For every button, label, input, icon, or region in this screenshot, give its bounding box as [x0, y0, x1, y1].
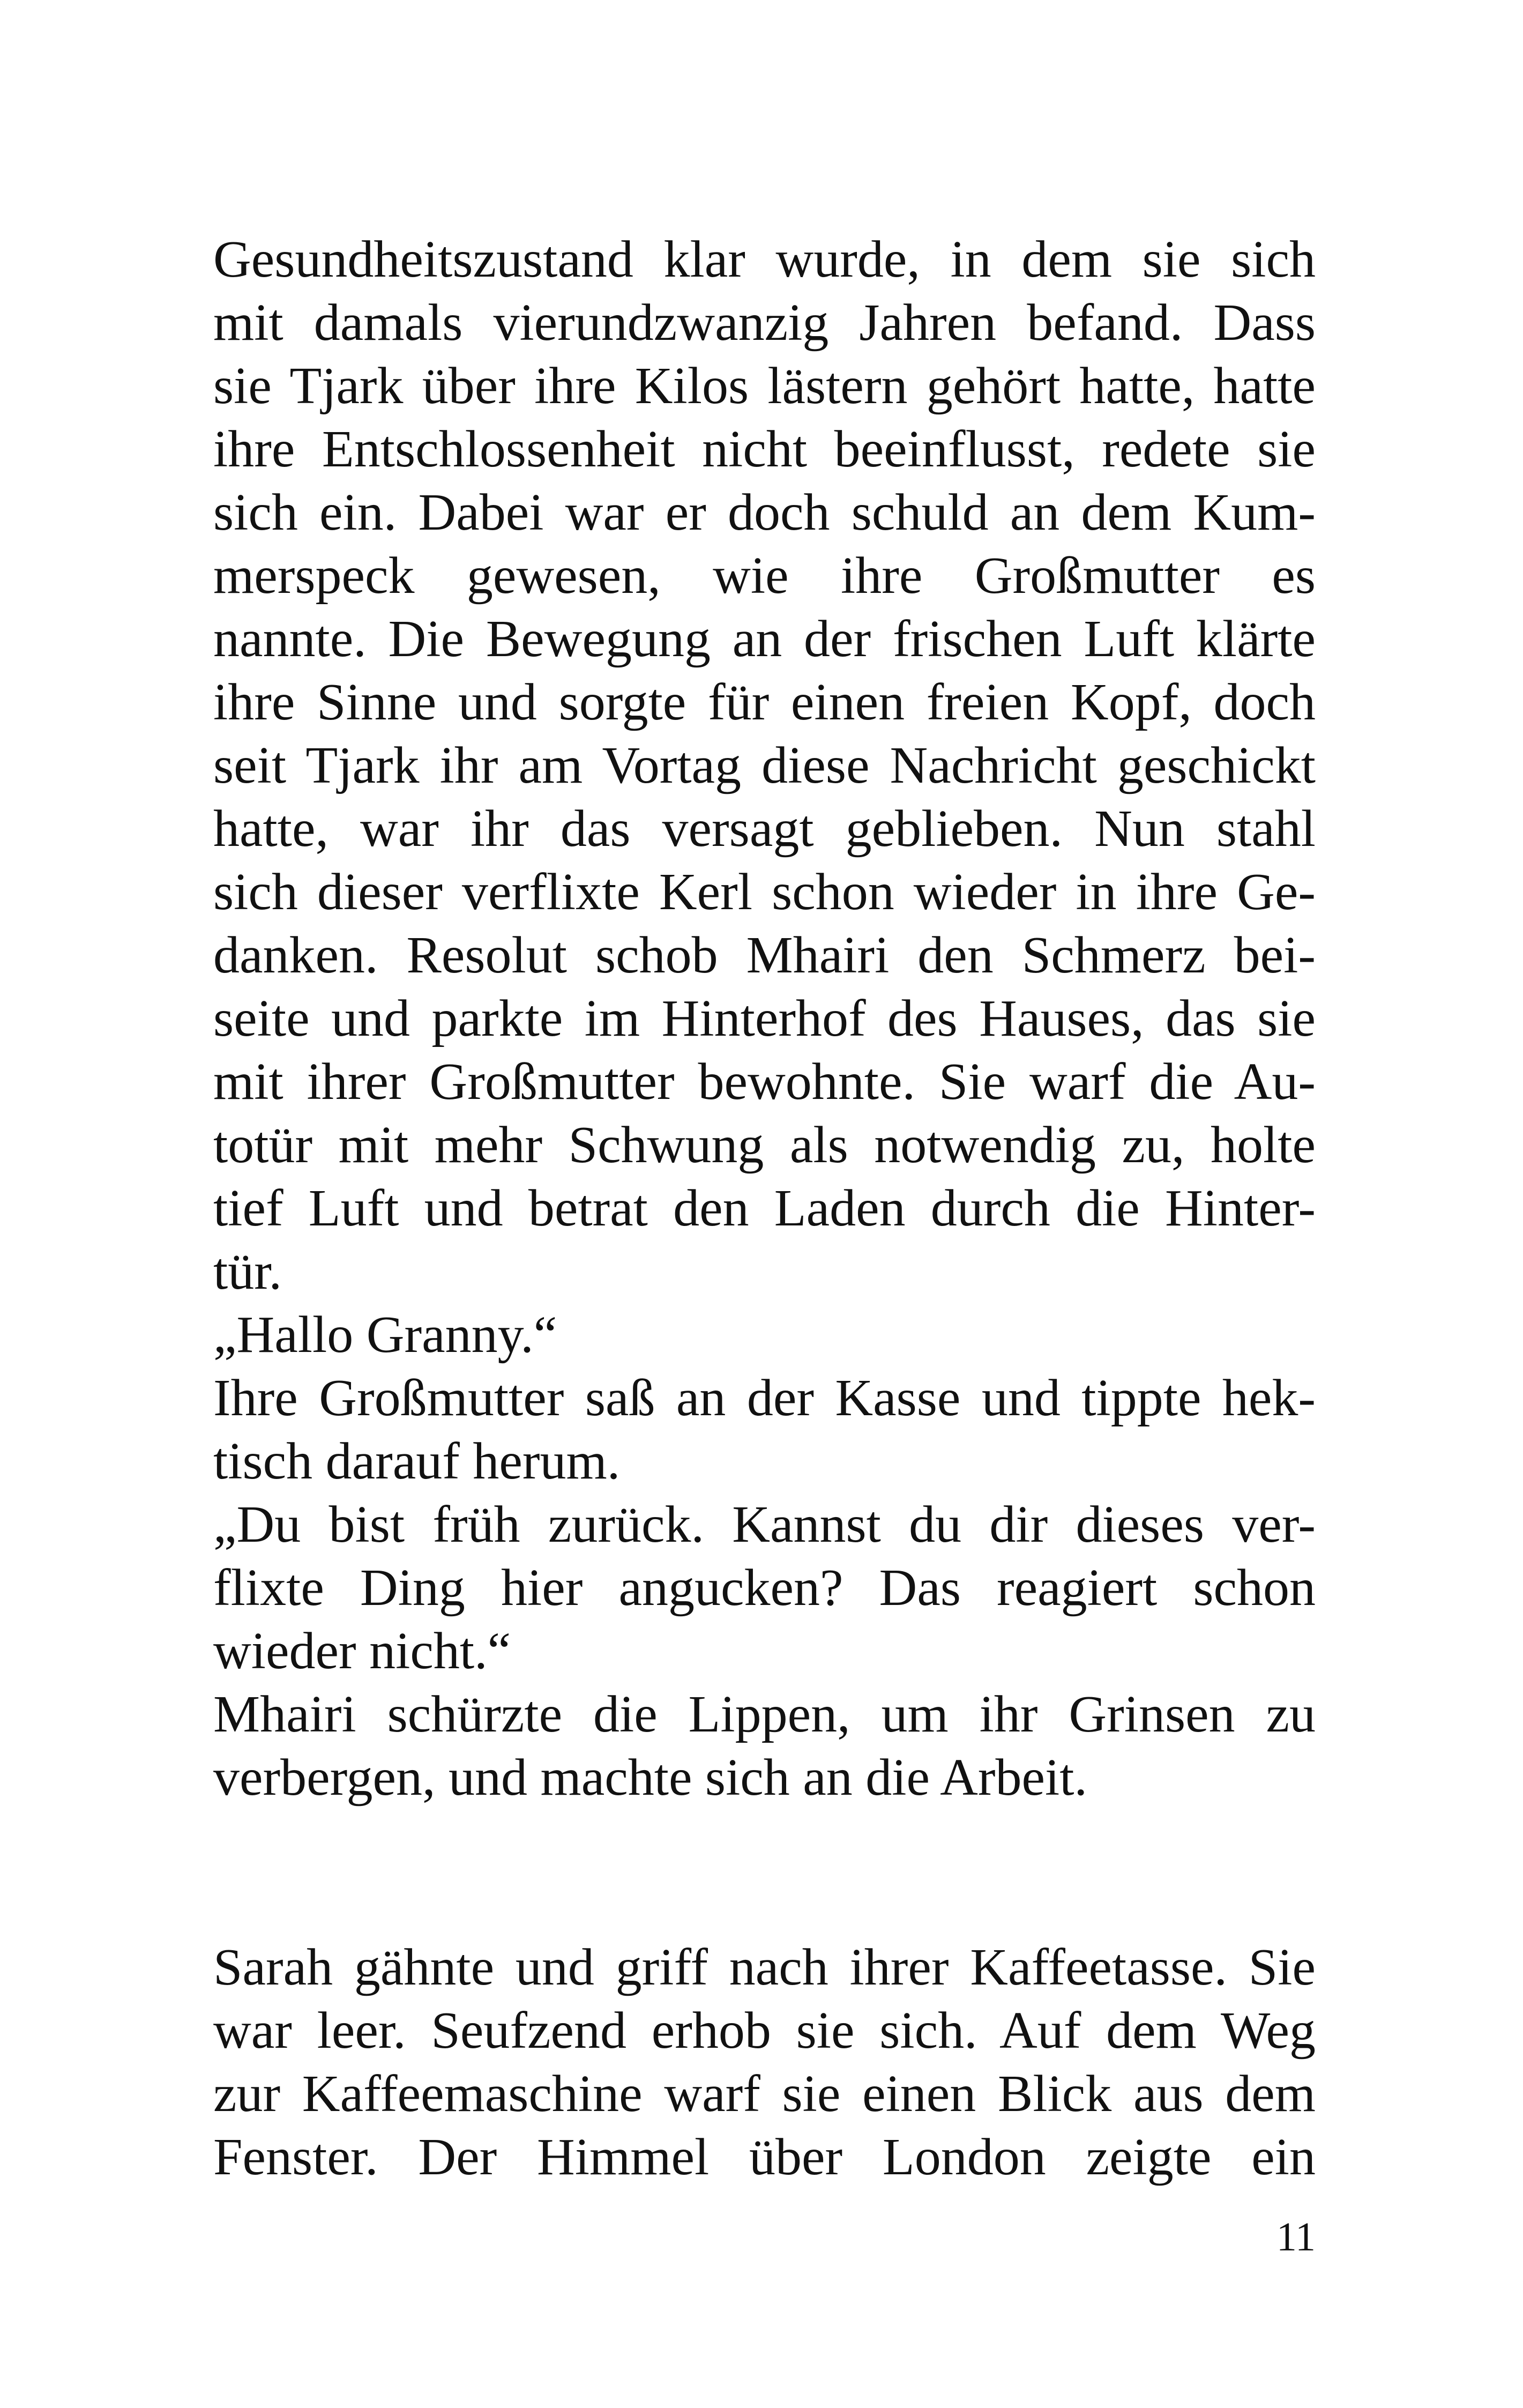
text-line: tief Luft und betrat den Laden durch die Hinter- [213, 1179, 1316, 1237]
text-line: Fenster. Der Himmel über London zeigte ein [213, 2128, 1316, 2186]
text-line: „Hallo Granny.“ [213, 1306, 557, 1364]
text-line: sich ein. Dabei war er doch schuld an dem Kum- [213, 484, 1316, 541]
text-line: war leer. Seufzend erhob sie sich. Auf dem Weg [213, 2002, 1316, 2060]
text-line: ihre Sinne und sorgte für einen freien Kopf, doch [213, 673, 1316, 731]
text-line: verbergen, und machte sich an die Arbeit. [213, 1749, 1087, 1807]
text-line: flixte Ding hier angucken? Das reagiert schon [213, 1559, 1316, 1617]
body-text [213, 228, 1316, 2189]
text-line: sie Tjark über ihre Kilos lästern gehört hatte, hatte [213, 357, 1316, 415]
text-line: merspeck gewesen, wie ihre Großmutter es [213, 547, 1316, 605]
section-break [213, 1809, 1316, 1936]
text-line: wieder nicht.“ [213, 1622, 511, 1680]
text-line: mit ihrer Großmutter bewohnte. Sie warf die Au- [213, 1053, 1316, 1111]
text-line: zur Kaffeemaschine warf sie einen Blick aus dem [213, 2065, 1316, 2123]
text-line: Mhairi schürzte die Lippen, um ihr Grinsen zu [213, 1685, 1316, 1743]
text-line: tür. [213, 1243, 282, 1300]
text-line: nannte. Die Bewegung an der frischen Luft klärte [213, 610, 1316, 668]
text-line: totür mit mehr Schwung als notwendig zu, holte [213, 1116, 1316, 1174]
text-line: Ihre Großmutter saß an der Kasse und tippte hek- [213, 1369, 1316, 1427]
text-line: danken. Resolut schob Mhairi den Schmerz bei- [213, 926, 1316, 984]
text-line: mit damals vierundzwanzig Jahren befand. Dass [213, 294, 1316, 352]
page-number: 11 [1276, 2214, 1316, 2260]
text-line: tisch darauf herum. [213, 1432, 621, 1490]
text-line: ihre Entschlossenheit nicht beeinflusst, redete sie [213, 420, 1316, 478]
text-line: seit Tjark ihr am Vortag diese Nachricht geschickt [213, 737, 1316, 794]
text-line: „Du bist früh zurück. Kannst du dir dieses ver- [213, 1496, 1316, 1554]
text-line: Gesundheitszustand klar wurde, in dem sie sich [213, 231, 1316, 288]
text-line: Sarah gähnte und griff nach ihrer Kaffeetasse. Sie [213, 1938, 1316, 1996]
text-line: sich dieser verflixte Kerl schon wieder in ihre Ge- [213, 863, 1316, 921]
text-line: seite und parkte im Hinterhof des Hauses, das sie [213, 990, 1316, 1047]
text-line: hatte, war ihr das versagt geblieben. Nun stahl [213, 800, 1316, 858]
